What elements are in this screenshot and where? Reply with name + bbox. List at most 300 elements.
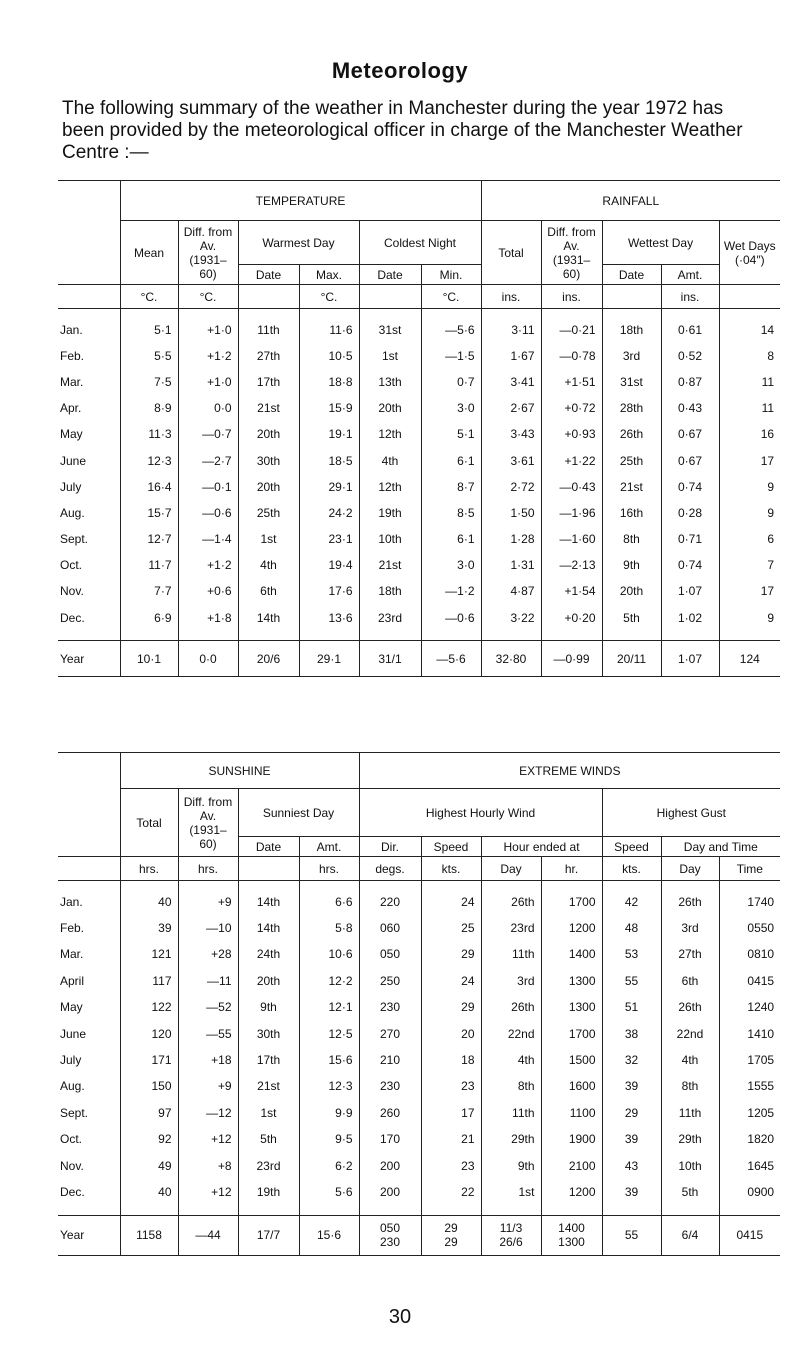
- table-cell: 5·8: [299, 915, 359, 941]
- table-cell: 1st: [238, 1100, 299, 1126]
- spacer-cell: [299, 309, 359, 317]
- table-cell: 51: [602, 994, 661, 1020]
- year-total-row: [58, 1215, 780, 1255]
- spacer-cell: [481, 1205, 541, 1215]
- table-cell: 250: [359, 968, 421, 994]
- table-cell: 1820: [719, 1126, 780, 1152]
- spacer-cell: [178, 881, 238, 889]
- table-cell: 30th: [238, 1020, 299, 1046]
- table-cell: 5·1: [120, 317, 178, 343]
- year-label: Year: [58, 641, 120, 677]
- table-cell: 9·5: [299, 1126, 359, 1152]
- unit-cell: hr.: [541, 857, 602, 881]
- table-cell: 4th: [661, 1047, 719, 1073]
- table-cell: 28th: [602, 395, 661, 421]
- table-cell: 20th: [359, 395, 421, 421]
- table-cell: 42: [602, 889, 661, 915]
- sunniest-date-header: Date: [238, 837, 299, 857]
- table-cell: 1300: [541, 968, 602, 994]
- table-cell: —12: [178, 1100, 238, 1126]
- table-row: [58, 526, 780, 552]
- table-row: [58, 1020, 780, 1046]
- table-cell: 4th: [359, 447, 421, 473]
- table-cell: 3rd: [481, 968, 541, 994]
- table-cell: 25th: [602, 447, 661, 473]
- table-cell: 3·41: [481, 369, 541, 395]
- year-cell: 55: [602, 1215, 661, 1255]
- table-cell: 38: [602, 1020, 661, 1046]
- table-cell: 120: [120, 1020, 178, 1046]
- table-cell: 27th: [661, 941, 719, 967]
- table-cell: 9th: [602, 552, 661, 578]
- temperature-group-header: TEMPERATURE: [120, 181, 481, 221]
- table-cell: 26th: [602, 421, 661, 447]
- table-cell: 0·0: [178, 395, 238, 421]
- wettest-date-header: Date: [602, 265, 661, 285]
- table-cell: 3rd: [661, 915, 719, 941]
- year-cell-line: 1400: [558, 1221, 585, 1236]
- year-cell: 29·1: [299, 641, 359, 677]
- table-cell: +9: [178, 1073, 238, 1099]
- table-cell: +28: [178, 941, 238, 967]
- table-cell: 0·43: [661, 395, 719, 421]
- table-cell: 0·61: [661, 317, 719, 343]
- spacer-cell: [541, 881, 602, 889]
- table-cell: 9th: [481, 1152, 541, 1178]
- table-cell: 26th: [661, 994, 719, 1020]
- coldest-min-header: Min.: [421, 265, 481, 285]
- spacer-cell: [421, 881, 481, 889]
- units-row: [58, 285, 780, 309]
- unit-cell: Day: [661, 857, 719, 881]
- table-cell: 21st: [238, 1073, 299, 1099]
- month-label: Nov.: [60, 584, 84, 599]
- table-cell: 0·87: [661, 369, 719, 395]
- table-cell: 31st: [602, 369, 661, 395]
- table-cell: 11·7: [120, 552, 178, 578]
- rain-total-header: Total: [481, 221, 541, 285]
- table-row: [58, 474, 780, 500]
- wind-speed-header: Speed: [421, 837, 481, 857]
- table-cell: 1705: [719, 1047, 780, 1073]
- year-cell: 1·07: [661, 641, 719, 677]
- table-cell: 1700: [541, 1020, 602, 1046]
- table-row: [58, 369, 780, 395]
- month-label: Aug.: [60, 505, 85, 520]
- unit-cell: hrs.: [120, 857, 178, 881]
- table-cell: +12: [178, 1126, 238, 1152]
- table-cell: 1·50: [481, 500, 541, 526]
- spacer-cell: [58, 309, 120, 317]
- table-cell: 0415: [719, 968, 780, 994]
- table-cell: 3·43: [481, 421, 541, 447]
- sunshine-winds-table: [58, 752, 780, 1256]
- table-cell: 19·4: [299, 552, 359, 578]
- table-cell: —0·78: [541, 343, 602, 369]
- unit-cell: °C.: [120, 285, 178, 309]
- year-label: Year: [58, 1215, 120, 1255]
- table-cell: +0·20: [541, 605, 602, 631]
- table-cell: 17·6: [299, 578, 359, 604]
- page-number: 30: [388, 1306, 412, 1328]
- table-cell: 1st: [359, 343, 421, 369]
- table-cell: 23rd: [238, 1152, 299, 1178]
- wet-days-header: Wet Days (·04″): [719, 221, 780, 285]
- year-cell: —5·6: [421, 641, 481, 677]
- table-cell: +1·8: [178, 605, 238, 631]
- year-cell-line: 29: [444, 1235, 458, 1250]
- table-cell: +0·6: [178, 578, 238, 604]
- table-cell: 6: [719, 526, 780, 552]
- table-cell: 24: [421, 889, 481, 915]
- table-cell: 18·5: [299, 447, 359, 473]
- table-cell: —2·13: [541, 552, 602, 578]
- year-cell-line: 050: [380, 1221, 401, 1236]
- spacer-cell: [120, 631, 178, 641]
- spacer-cell: [421, 1205, 481, 1215]
- table-cell: 060: [359, 915, 421, 941]
- table-cell: 8th: [602, 526, 661, 552]
- rainfall-group-header: RAINFALL: [481, 181, 780, 221]
- table-cell: 9: [719, 605, 780, 631]
- table-cell: 6·1: [421, 447, 481, 473]
- table-cell: 21st: [238, 395, 299, 421]
- table-cell: 5th: [661, 1179, 719, 1205]
- month-label: July: [60, 1053, 82, 1068]
- year-cell: 10·1: [120, 641, 178, 677]
- table-cell: 6th: [238, 578, 299, 604]
- table-cell: 1·28: [481, 526, 541, 552]
- table-cell: +1·51: [541, 369, 602, 395]
- spacer-cell: [58, 1205, 120, 1215]
- table-cell: 8: [719, 343, 780, 369]
- table-cell: 1st: [481, 1179, 541, 1205]
- spacer-cell: [58, 631, 120, 641]
- table-cell: 8·7: [421, 474, 481, 500]
- table-cell: 11: [719, 369, 780, 395]
- page-title: Meteorology: [331, 58, 469, 83]
- table-cell: 0·67: [661, 421, 719, 447]
- table-cell: 53: [602, 941, 661, 967]
- table-cell: 31st: [359, 317, 421, 343]
- unit-cell: °C.: [299, 285, 359, 309]
- table-row: [58, 552, 780, 578]
- spacer-row: [58, 1205, 780, 1215]
- spacer-cell: [178, 631, 238, 641]
- table-cell: 16th: [602, 500, 661, 526]
- spacer-cell: [238, 1205, 299, 1215]
- table-cell: 1645: [719, 1152, 780, 1178]
- table-cell: 1700: [541, 889, 602, 915]
- year-cell-line: 230: [380, 1235, 401, 1250]
- table-cell: 0·71: [661, 526, 719, 552]
- table-cell: 12th: [359, 474, 421, 500]
- table-cell: 19·1: [299, 421, 359, 447]
- spacer-cell: [238, 631, 299, 641]
- table-cell: 29·1: [299, 474, 359, 500]
- table-cell: 19th: [238, 1179, 299, 1205]
- table-cell: 26th: [661, 889, 719, 915]
- spacer-cell: [421, 631, 481, 641]
- temperature-rainfall-table: [58, 180, 780, 677]
- table-cell: 4th: [481, 1047, 541, 1073]
- spacer-cell: [299, 631, 359, 641]
- table-cell: 2100: [541, 1152, 602, 1178]
- table-cell: +0·72: [541, 395, 602, 421]
- table-cell: 12·3: [299, 1073, 359, 1099]
- table-cell: 19th: [359, 500, 421, 526]
- unit-cell: °C.: [178, 285, 238, 309]
- table-cell: 21st: [359, 552, 421, 578]
- table-cell: 12·7: [120, 526, 178, 552]
- spacer-cell: [58, 881, 120, 889]
- table-cell: 7·5: [120, 369, 178, 395]
- spacer-cell: [602, 309, 661, 317]
- month-label: Sept.: [60, 1105, 89, 1120]
- table-cell: 0·74: [661, 474, 719, 500]
- sunniest-amt-header: Amt.: [299, 837, 359, 857]
- table-cell: 25th: [238, 500, 299, 526]
- table-cell: —0·21: [541, 317, 602, 343]
- table-cell: —55: [178, 1020, 238, 1046]
- table-row: [58, 605, 780, 631]
- table-cell: 23: [421, 1152, 481, 1178]
- unit-cell: Time: [719, 857, 780, 881]
- table-cell: 5th: [238, 1126, 299, 1152]
- sunniest-day-header: Sunniest Day: [238, 789, 359, 837]
- month-label: Oct.: [60, 1132, 83, 1147]
- spacer-cell: [299, 1205, 359, 1215]
- table-cell: 29: [421, 994, 481, 1020]
- table-row: [58, 889, 780, 915]
- spacer-cell: [238, 881, 299, 889]
- month-label: Sept.: [60, 532, 89, 547]
- table-cell: 11th: [238, 317, 299, 343]
- year-cell: 0415: [719, 1215, 780, 1255]
- table-cell: 11: [719, 395, 780, 421]
- spacer-cell: [541, 1205, 602, 1215]
- table-cell: +0·93: [541, 421, 602, 447]
- year-cell: 32·80: [481, 641, 541, 677]
- year-cell-line: 1300: [558, 1235, 585, 1250]
- table-cell: 0810: [719, 941, 780, 967]
- table-cell: 29th: [481, 1126, 541, 1152]
- table-cell: 6th: [661, 968, 719, 994]
- table-row: [58, 395, 780, 421]
- unit-cell: °C.: [421, 285, 481, 309]
- table-cell: 1st: [238, 526, 299, 552]
- table-cell: 1300: [541, 994, 602, 1020]
- month-label: Feb.: [60, 348, 85, 363]
- table-row: [58, 317, 780, 343]
- table-cell: 18th: [359, 578, 421, 604]
- table-cell: 12·2: [299, 968, 359, 994]
- table-row: [58, 343, 780, 369]
- unit-cell: ins.: [541, 285, 602, 309]
- table-cell: 48: [602, 915, 661, 941]
- table-cell: 12·1: [299, 994, 359, 1020]
- table-row: [58, 1179, 780, 1205]
- table-cell: 170: [359, 1126, 421, 1152]
- table-cell: 11·6: [299, 317, 359, 343]
- table-cell: 20th: [238, 421, 299, 447]
- table-cell: 26th: [481, 889, 541, 915]
- table-cell: —0·43: [541, 474, 602, 500]
- table-cell: 23: [421, 1073, 481, 1099]
- unit-cell: [238, 285, 299, 309]
- unit-cell: kts.: [421, 857, 481, 881]
- table-cell: 6·9: [120, 605, 178, 631]
- year-cell: [359, 1215, 421, 1255]
- spacer-cell: [120, 309, 178, 317]
- table-row: [58, 915, 780, 941]
- table-cell: 11th: [481, 1100, 541, 1126]
- table-row: [58, 500, 780, 526]
- table-cell: —1·2: [421, 578, 481, 604]
- coldest-night-header: Coldest Night: [359, 221, 481, 265]
- table-cell: 0·7: [421, 369, 481, 395]
- table-cell: 117: [120, 968, 178, 994]
- table-cell: 0550: [719, 915, 780, 941]
- table-cell: 0·74: [661, 552, 719, 578]
- spacer-cell: [178, 1205, 238, 1215]
- table-cell: 4·87: [481, 578, 541, 604]
- table-cell: 17th: [238, 369, 299, 395]
- table-cell: —0·1: [178, 474, 238, 500]
- spacer-cell: [541, 309, 602, 317]
- table-cell: 20th: [602, 578, 661, 604]
- table-cell: 22nd: [481, 1020, 541, 1046]
- month-label: June: [60, 453, 87, 468]
- table-row: [58, 578, 780, 604]
- table-cell: 220: [359, 889, 421, 915]
- table-cell: 17th: [238, 1047, 299, 1073]
- table-cell: +8: [178, 1152, 238, 1178]
- spacer-row: [58, 309, 780, 317]
- table-cell: +1·2: [178, 552, 238, 578]
- table-cell: 39: [602, 1179, 661, 1205]
- year-cell: 20/11: [602, 641, 661, 677]
- units-row-label: [58, 285, 120, 309]
- table-cell: 26th: [481, 994, 541, 1020]
- spacer-cell: [719, 1205, 780, 1215]
- table-cell: —0·6: [178, 500, 238, 526]
- sunshine-group-header: SUNSHINE: [120, 753, 359, 789]
- spacer-cell: [719, 631, 780, 641]
- spacer-cell: [359, 631, 421, 641]
- table-cell: 1200: [541, 915, 602, 941]
- table-cell: 6·6: [299, 889, 359, 915]
- table-cell: 6·2: [299, 1152, 359, 1178]
- spacer-cell: [481, 881, 541, 889]
- unit-cell: Day: [481, 857, 541, 881]
- temp-diff-header: Diff. from Av. (1931– 60): [178, 221, 238, 285]
- units-row-label: [58, 857, 120, 881]
- table-cell: 21: [421, 1126, 481, 1152]
- table-cell: 1·07: [661, 578, 719, 604]
- table-cell: 3·0: [421, 552, 481, 578]
- highest-gust-header: Highest Gust: [602, 789, 780, 837]
- wettest-amt-header: Amt.: [661, 265, 719, 285]
- month-label: Jan.: [60, 894, 83, 909]
- spacer-cell: [481, 309, 541, 317]
- spacer-cell: [661, 1205, 719, 1215]
- table-cell: —1·60: [541, 526, 602, 552]
- unit-cell: [719, 285, 780, 309]
- table-cell: 14th: [238, 915, 299, 941]
- wettest-day-header: Wettest Day: [602, 221, 719, 265]
- month-label: April: [60, 973, 85, 988]
- table-cell: 3·0: [421, 395, 481, 421]
- year-cell: 6/4: [661, 1215, 719, 1255]
- table-cell: 260: [359, 1100, 421, 1126]
- table-cell: +1·0: [178, 317, 238, 343]
- table-cell: 10th: [661, 1152, 719, 1178]
- table-cell: 20th: [238, 474, 299, 500]
- table-cell: 200: [359, 1179, 421, 1205]
- table-cell: 14: [719, 317, 780, 343]
- spacer-cell: [359, 881, 421, 889]
- table-cell: +1·2: [178, 343, 238, 369]
- table-cell: 14th: [238, 605, 299, 631]
- table-row: [58, 994, 780, 1020]
- table-cell: 3rd: [602, 343, 661, 369]
- table-cell: 171: [120, 1047, 178, 1073]
- table-cell: —11: [178, 968, 238, 994]
- month-label: Apr.: [60, 401, 82, 416]
- year-cell: 0·0: [178, 641, 238, 677]
- table-cell: 43: [602, 1152, 661, 1178]
- table-cell: +1·22: [541, 447, 602, 473]
- table-cell: 55: [602, 968, 661, 994]
- table-cell: 16: [719, 421, 780, 447]
- spacer-cell: [661, 881, 719, 889]
- unit-cell: hrs.: [299, 857, 359, 881]
- table-cell: 10·6: [299, 941, 359, 967]
- table-cell: 210: [359, 1047, 421, 1073]
- unit-cell: ins.: [481, 285, 541, 309]
- unit-cell: degs.: [359, 857, 421, 881]
- table-cell: +18: [178, 1047, 238, 1073]
- table-cell: 8th: [481, 1073, 541, 1099]
- table-cell: 1·67: [481, 343, 541, 369]
- table-cell: 15·7: [120, 500, 178, 526]
- table-cell: 5·6: [299, 1179, 359, 1205]
- table-cell: —1·5: [421, 343, 481, 369]
- table-cell: 1200: [541, 1179, 602, 1205]
- table-row: [58, 1126, 780, 1152]
- table-cell: 5th: [602, 605, 661, 631]
- table-cell: —10: [178, 915, 238, 941]
- table-cell: 23rd: [481, 915, 541, 941]
- table-cell: 39: [602, 1073, 661, 1099]
- table-row: [58, 1047, 780, 1073]
- table-cell: 32: [602, 1047, 661, 1073]
- table-cell: 25: [421, 915, 481, 941]
- warmest-max-header: Max.: [299, 265, 359, 285]
- year-cell: 31/1: [359, 641, 421, 677]
- table-cell: 1205: [719, 1100, 780, 1126]
- intro-paragraph: The following summary of the weather in Manchester during the year 1972 has been provided by the meteorological officer in charge of the Manchester Weather Centre :—: [62, 98, 743, 163]
- table-cell: 29: [602, 1100, 661, 1126]
- table-cell: 12·5: [299, 1020, 359, 1046]
- table-cell: 1600: [541, 1073, 602, 1099]
- table-cell: —1·4: [178, 526, 238, 552]
- table-cell: 1100: [541, 1100, 602, 1126]
- table-cell: 11·3: [120, 421, 178, 447]
- extreme-winds-group-header: EXTREME WINDS: [359, 753, 780, 789]
- table-cell: 23·1: [299, 526, 359, 552]
